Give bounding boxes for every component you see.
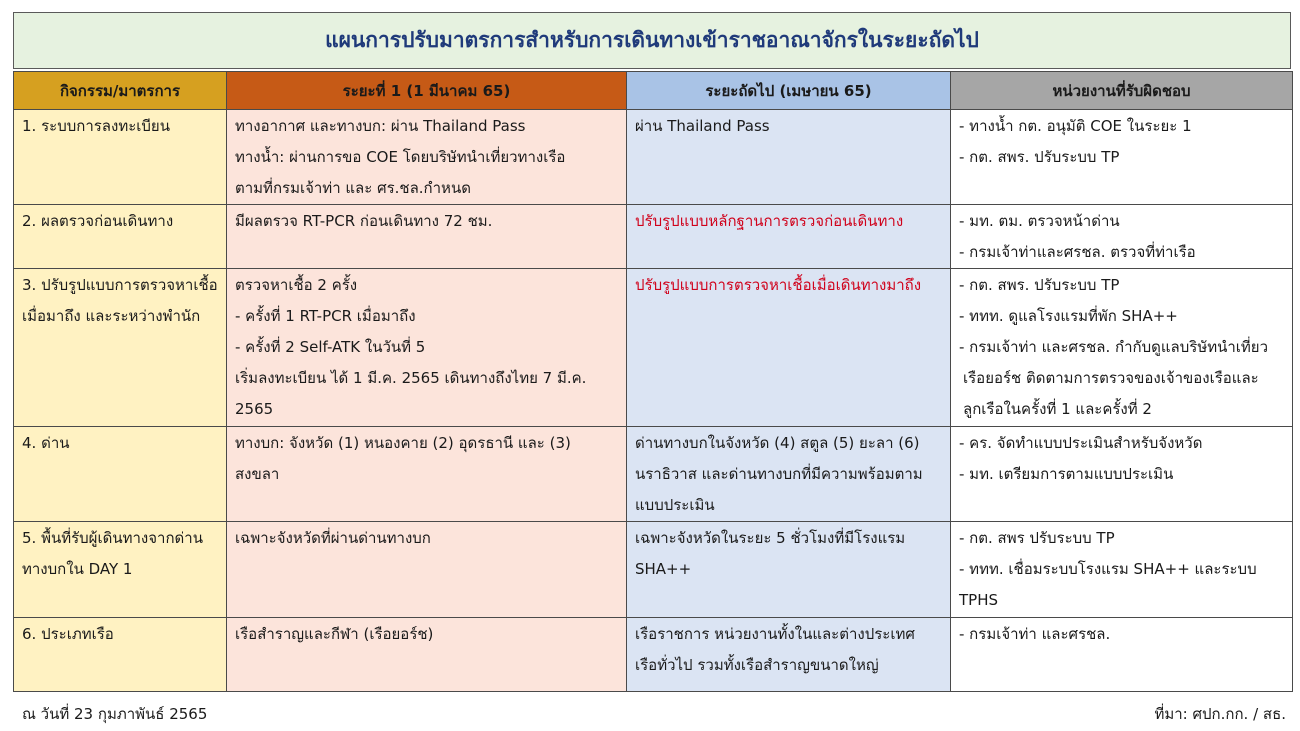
cell-line: - กต. สพร ปรับระบบ TP: [959, 529, 1115, 547]
next-phase-cell: [627, 522, 951, 618]
activity-text: 2. ผลตรวจก่อนเดินทาง: [22, 212, 174, 230]
cell-line: ตามที่กรมเจ้าท่า และ ศร.ชล.กำหนด: [235, 179, 471, 197]
next-phase-cell: [627, 110, 951, 205]
measures-table: [13, 71, 1293, 692]
activity-cell: [14, 110, 227, 205]
phase-1-cell: [227, 427, 627, 522]
cell-line: - กรมเจ้าท่าและศรชล. ตรวจที่ท่าเรือ: [959, 243, 1196, 261]
phase-1-cell: [227, 269, 627, 427]
activity-text: 6. ประเภทเรือ: [22, 625, 114, 643]
table-row: [14, 427, 1293, 522]
cell-line: - กรมเจ้าท่า และศรชล.: [959, 625, 1111, 643]
table-row: [14, 618, 1293, 692]
phase-1-cell: [227, 618, 627, 692]
cell-line: เริ่มลงทะเบียน ได้ 1 มี.ค. 2565 เดินทางถึงไทย 7 มี.ค.: [235, 369, 587, 387]
cell-line: - ครั้งที่ 1 RT-PCR เมื่อมาถึง: [235, 307, 416, 325]
highlight-line: ปรับรูปแบบการตรวจหาเชื้อเมื่อเดินทางมาถึง: [635, 276, 922, 294]
cell-line: - คร. จัดทำแบบประเมินสำหรับจังหวัด: [959, 434, 1203, 452]
table-row: [14, 205, 1293, 269]
table-header-row: [14, 72, 1293, 110]
table-row: [14, 269, 1293, 427]
next-phase-cell: [627, 205, 951, 269]
cell-line: - ทางน้ำ กต. อนุมัติ COE ในระยะ 1: [959, 117, 1192, 135]
activity-text: 5. พื้นที่รับผู้เดินทางจากด่านทางบกใน DAY 1: [22, 529, 203, 578]
cell-line: - ครั้งที่ 2 Self-ATK ในวันที่ 5: [235, 338, 426, 356]
cell-line: - กรมเจ้าท่า และศรชล. กำกับดูแลบริษัทนำเที่ยว: [959, 338, 1268, 356]
cell-line: ทางบก: จังหวัด (1) หนองคาย (2) อุดรธานี และ (3): [235, 434, 571, 452]
cell-line: ทางอากาศ และทางบก: ผ่าน Thailand Pass: [235, 117, 526, 135]
cell-line: นราธิวาส และด่านทางบกที่มีความพร้อมตาม: [635, 465, 923, 483]
cell-line: ลูกเรือในครั้งที่ 1 และครั้งที่ 2: [963, 400, 1152, 418]
cell-line: SHA++: [635, 560, 692, 578]
next-phase-cell: [627, 427, 951, 522]
agency-cell: [951, 110, 1293, 205]
cell-line: เรือสำราญและกีฬา (เรือยอร์ช): [235, 625, 434, 643]
agency-cell: [951, 269, 1293, 427]
activity-text: 1. ระบบการลงทะเบียน: [22, 117, 170, 135]
cell-line: 2565: [235, 400, 274, 418]
cell-line: ด่านทางบกในจังหวัด (4) สตูล (5) ยะลา (6): [635, 434, 920, 452]
agency-cell: [951, 618, 1293, 692]
cell-line: แบบประเมิน: [635, 496, 715, 514]
table-row: [14, 110, 1293, 205]
cell-line: TPHS: [959, 591, 999, 609]
phase-1-cell: [227, 110, 627, 205]
activity-cell: [14, 269, 227, 427]
as-of-date: ณ วันที่ 23 กุมภาพันธ์ 2565: [22, 705, 208, 723]
agency-cell: [951, 427, 1293, 522]
cell-line: เรือยอร์ช ติดตามการตรวจของเจ้าของเรือและ: [963, 369, 1259, 387]
cell-line: ทางน้ำ: ผ่านการขอ COE โดยบริษัทนำเที่ยวทางเรือ: [235, 148, 566, 166]
cell-line: เฉพาะจังหวัดในระยะ 5 ชั่วโมงที่มีโรงแรม: [635, 529, 906, 547]
agency-cell: [951, 205, 1293, 269]
activity-text: 4. ด่าน: [22, 434, 70, 452]
cell-line: เฉพาะจังหวัดที่ผ่านด่านทางบก: [235, 529, 431, 547]
cell-line: เรือราชการ หน่วยงานทั้งในและต่างประเทศ: [635, 625, 915, 643]
cell-line: สงขลา: [235, 465, 280, 483]
header-next-phase: ระยะถัดไป (เมษายน 65): [627, 72, 951, 110]
next-phase-cell: [627, 618, 951, 692]
cell-line: ตรวจหาเชื้อ 2 ครั้ง: [235, 276, 358, 294]
table-row: [14, 522, 1293, 618]
cell-line: - กต. สพร. ปรับระบบ TP: [959, 148, 1120, 166]
page-title: แผนการปรับมาตรการสำหรับการเดินทางเข้าราชอาณาจักรในระยะถัดไป: [13, 12, 1291, 69]
header-agency: หน่วยงานที่รับผิดชอบ: [951, 72, 1293, 110]
cell-line: - มท. เตรียมการตามแบบประเมิน: [959, 465, 1174, 483]
cell-line: เรือทั่วไป รวมทั้งเรือสำราญขนาดใหญ่: [635, 656, 879, 674]
phase-1-cell: [227, 522, 627, 618]
cell-line: มีผลตรวจ RT-PCR ก่อนเดินทาง 72 ชม.: [235, 212, 493, 230]
activity-cell: [14, 205, 227, 269]
cell-line: ผ่าน Thailand Pass: [635, 117, 770, 135]
activity-cell: [14, 427, 227, 522]
source-note: ที่มา: ศปก.กก. / สธ.: [1154, 705, 1286, 723]
phase-1-cell: [227, 205, 627, 269]
activity-cell: [14, 618, 227, 692]
header-phase-1: ระยะที่ 1 (1 มีนาคม 65): [227, 72, 627, 110]
highlight-line: ปรับรูปแบบหลักฐานการตรวจก่อนเดินทาง: [635, 212, 904, 230]
activity-cell: [14, 522, 227, 618]
next-phase-cell: [627, 269, 951, 427]
header-activity: กิจกรรม/มาตรการ: [14, 72, 227, 110]
cell-line: - ททท. ดูแลโรงแรมที่พัก SHA++: [959, 307, 1178, 325]
cell-line: - ททท. เชื่อมระบบโรงแรม SHA++ และระบบ: [959, 560, 1257, 578]
activity-text: 3. ปรับรูปแบบการตรวจหาเชื้อ เมื่อมาถึง และระหว่างพำนัก: [22, 276, 218, 325]
cell-line: - กต. สพร. ปรับระบบ TP: [959, 276, 1120, 294]
cell-line: - มท. ตม. ตรวจหน้าด่าน: [959, 212, 1120, 230]
agency-cell: [951, 522, 1293, 618]
